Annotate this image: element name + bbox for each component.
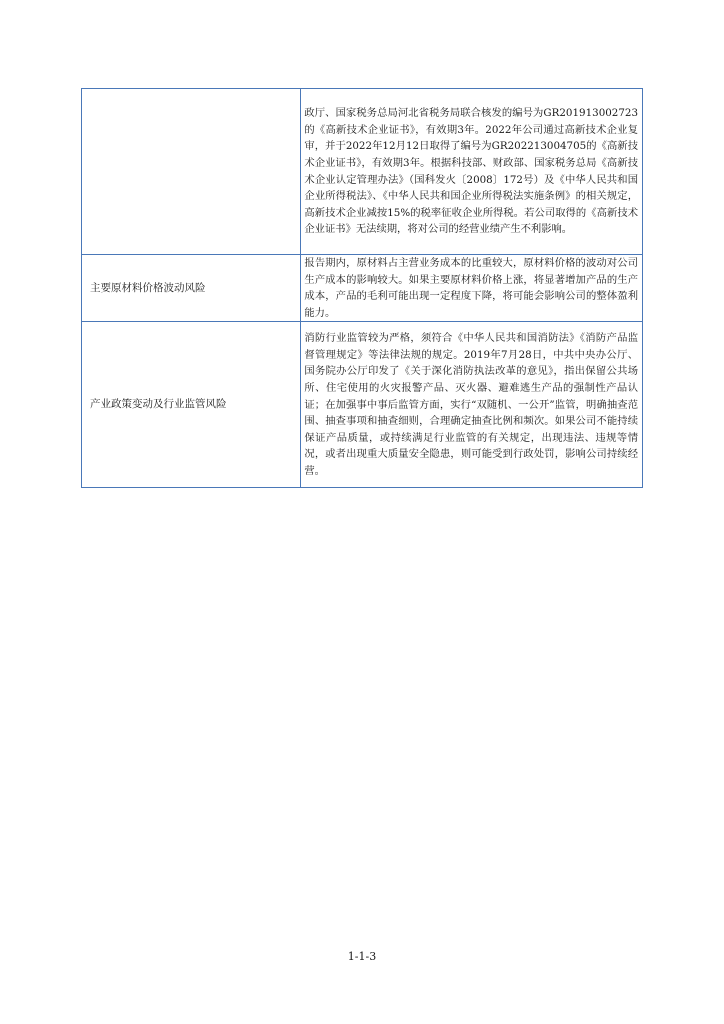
page-number: 1-1-3 [347,950,377,963]
risk-name-cell [82,89,301,255]
risk-description-cell [301,322,643,488]
table-row [82,255,643,322]
risk-description: 报告期内，原材料占主营业务成本的比重较大，原材料价格的波动对公司生产成本的影响较大。如果主要原材料价格上涨，将显著增加产品的生产成本，产品的毛利可能出现一定程度下降，将可能会影响公司的整体盈利能力。 [304,257,638,319]
table-row [82,89,643,255]
risk-description-cell [301,255,643,322]
risk-description-cell [301,89,643,255]
table-row [82,322,643,488]
risk-name-cell [82,255,301,322]
risk-name: 主要原材料价格波动风险 [90,281,206,294]
risk-name-cell [82,322,301,488]
risk-description: 消防行业监管较为严格，须符合《中华人民共和国消防法》《消防产品监督管理规定》等法律法规的规定。2019年7月28日，中共中央办公厅、国务院办公厅印发了《关于深化消防执法改革的意见》，指出保留公共场所、住宅使用的火灾报警产品、灭火器、避难逃生产品的强制性产品认证；在加强事中事后监管方面，实行“双随机、一公开”监管，明确抽查范围、抽查事项和抽查细则，合理确定抽查比例和频次。如果公司不能持续保证产品质量，或持续满足行业监管的有关规定，出现违法、违规等情况，或者出现重大质量安全隐患，则可能受到行政处罚，影响公司持续经营。 [304,332,638,477]
risk-description: 政厅、国家税务总局河北省税务局联合核发的编号为GR201913002723的《高新技术企业证书》，有效期3年。2022年公司通过高新技术企业复审，并于2022年12月12日取得了编号为GR202213004705的《高新技术企业证书》，有效期3年。根据科技部、财政部、国家税务总局《高新技术企业认定管理办法》（国科发火〔2008〕172号）及《中华人民共和国企业所得税法》、《中华人民共和国企业所得税法实施条例》的相关规定，高新技术企业减按15%的税率征收企业所得税。若公司取得的《高新技术企业证书》无法续期，将对公司的经营业绩产生不利影响。 [304,107,638,236]
risk-factor-table [81,88,643,488]
risk-name: 产业政策变动及行业监管风险 [90,398,227,411]
